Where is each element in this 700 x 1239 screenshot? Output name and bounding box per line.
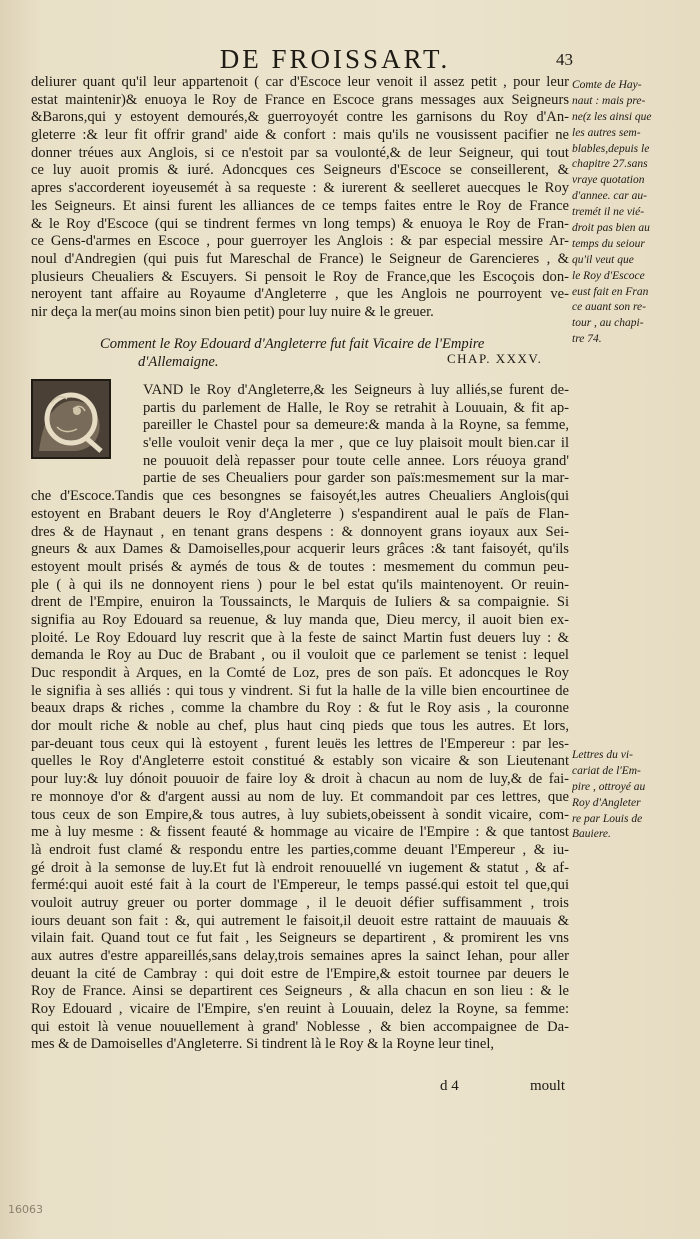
text-line: qui estoit là venue nouuellement à grand' Noblesse , & bien accompaignee de Da- (31, 1018, 569, 1035)
margin-note-line: chapitre 27.sans (572, 158, 648, 171)
margin-note-line: droit pas bien au (572, 222, 650, 235)
text-line: pareiller le Chastel pour sa demeure:& manda à la Royne, sa femme, (143, 417, 569, 434)
text-line: partie de ses Cheualiers pour garder son païs:mesmement sur la mar- (143, 470, 569, 487)
signature-mark: d 4 (440, 1078, 459, 1094)
text-line: demanda le Roy au Duc de Brabant , ou il vouloit que ce parlement se tenist : lequel (31, 647, 569, 664)
text-line: beaux draps & riches , comme la chambre du Roy : & fut le Roy asis , la couronne (31, 700, 569, 717)
margin-note-line: tremét il ne vié- (572, 206, 645, 219)
text-line: gleterre :& leur fit offrir grand' aide & confort : mais qu'ils ne vousissent pacifier ne (31, 127, 569, 144)
text-line: Roy Edouard , vicaire de l'Empire, s'en reuint à Louuain, delez la Royne, sa femme: (31, 1001, 569, 1018)
text-line: iours deuant son fait : &, qui autrement le faisoit,il deuoit estre rattaint de mauuais & (31, 912, 569, 929)
margin-note-line: Comte de Hay- (572, 79, 642, 91)
margin-note-2 (572, 748, 684, 843)
text-line: fermé:qui auoit esté fait à la court de l'Empereur, le temps passé.qui estoit tel que,qui (31, 877, 569, 894)
margin-note-line: pire , ottroyé au (572, 780, 646, 793)
chapter-heading-line-1: Comment le Roy Edouard d'Angleterre fut fait Vicaire de l'Empire (100, 336, 485, 352)
text-line: le signifia à ses alliés : qui tous y vindrent. Si fut la halle de la ville bien encourtinee de (31, 682, 569, 699)
text-line: tous ceux de son Empire,& tous autres, à luy subiets,obeissent à sondit vicaire, com- (31, 806, 569, 823)
margin-note-line: re par Louis de (572, 812, 643, 825)
text-line: ce Gens-d'armes en Escoce , pour guerroyer les Anglois : & par especial messire Ar- (31, 233, 569, 250)
text-line: estoyent moult prisés & aymés de tous & de toutes : mesmement du commun peu- (31, 558, 569, 575)
text-line: noul d'Andregien (qui puis fut Mareschal de France) le Seigneur de Garencieres , & (31, 250, 569, 267)
margin-note-line: le Roy d'Escoce (572, 269, 645, 282)
margin-note-line: qu'il veut que (572, 253, 634, 266)
margin-note-line: naut : mais pre- (572, 94, 646, 107)
text-line: signifia au Roy Edouard sa reuenue, & luy manda que, Dieu mercy, il auoit bien ex- (31, 611, 569, 628)
text-line: ploité. Le Roy Edouard luy rescrit que à la feste de sainct Martin fust deuers luy : & (31, 629, 569, 646)
text-line: nir deça la mer(au moins sinon bien petit) pour luy nuire & le greuer. (31, 303, 434, 320)
text-line: ce luy auoit promis & iuré. Adoncques ces Seigneurs d'Escoce se conseillerent, & (31, 162, 569, 179)
text-line: &Barons,qui y estoyent demourés,& guerroyoyét contre les garnisons du Roy d'An- (31, 109, 569, 126)
paragraph-1 (31, 74, 569, 322)
margin-note-line: tre 74. (572, 333, 602, 346)
text-line: neroyent tant affaire au Royaume d'Angleterre , que les Anglois ne pourroyent ve- (31, 286, 569, 303)
running-head: DE FROISSART. (219, 44, 451, 74)
chapter-number: CHAP. XXXV. (447, 351, 543, 366)
margin-note-line: blables,depuis le (572, 142, 650, 155)
margin-note-line: cariat de l'Em- (572, 764, 641, 777)
chapter-heading-line-2: d'Allemaigne. (138, 353, 219, 370)
shelfmark: 16063 (8, 1203, 43, 1216)
margin-note-line: Bauiere. (572, 828, 611, 841)
margin-note-line: Roy d'Angleter (572, 796, 641, 809)
text-line: VAND le Roy d'Angleterre,& les Seigneurs à luy alliés,se furent de- (143, 382, 569, 398)
margin-note-line: d'annee. car au- (572, 190, 647, 203)
text-line: Duc respondit à Arques, en la Comté de Loz, pres de son païs. Et adoncques le Roy (31, 665, 569, 681)
text-line: par-deuant tous ceux qui là estoyent , furent leuës les lettres de l'Empereur : par les- (31, 735, 569, 752)
text-line: Roy de France. Ainsi se departirent ces Seigneurs , & alla chacun en son lieu : & le (31, 983, 569, 1000)
text-line: apres s'accorderent ioyeusemét à sa requeste : & iurerent & seelleret auecques le Roy (31, 180, 569, 197)
paragraph-2 (31, 382, 569, 1054)
margin-note-line: ce auant son re- (572, 301, 646, 314)
text-line: & le Roy d'Escoce (qui se tindrent fermes vn long temps) & enuoya le Roy de Fran- (31, 215, 569, 232)
text-line: partis du parlement de Halle, le Roy se retrahit à Louuain, & fit ap- (143, 399, 569, 416)
text-line: dres & de Haynaut , en tenant grans despens : & donnoyent grans ioyaux aux Sei- (31, 523, 569, 540)
text-line: re monnoye d'or & d'argent aussi au nom de luy. Et commandoit par ces lettres, que (31, 788, 569, 805)
text-line: ple ( à qui ils ne donnoyent riens ) pour le bel estat qu'ils maintenoyent. Or reuin- (31, 576, 569, 593)
text-line: gneurs & aux Dames & Damoiselles,pour acquerir leurs grâces :& tant faisoyét, qu'ils (31, 541, 569, 558)
text-line: deliurer quant qu'il leur appartenoit ( car d'Escoce leur venoit il assez petit , pour leur (31, 74, 569, 90)
text-line: vouloit autruy greuer ou porter dommage , il le deuoit défier suffisamment , trois (31, 894, 569, 911)
text-line: deuant la cité de Cambray : qui doit estre de l'Empire,& estoit tournee par deuers le (31, 965, 569, 982)
margin-note-line: temps du seiour (572, 237, 645, 250)
text-line: che d'Escoce.Tandis que ces besongnes se faisoyét,les autres Cheualiers Anglois(qui (31, 488, 569, 505)
text-line: là endroit fust clamé & respondu entre les parties,comme deuant l'Empereur , & iu- (31, 841, 569, 858)
margin-note-line: eust fait en Fran (572, 285, 649, 298)
margin-note-1 (572, 78, 684, 348)
text-line: quelles le Roy d'Angleterre estoit constitué & estably son vicaire & son Lieutenant (31, 753, 569, 770)
text-line: dor moult riche & noble au chef, plus haut cinq pieds que tous les autres. Et lors, (31, 718, 569, 735)
margin-note-line: ne(z les ainsi que (572, 110, 652, 123)
margin-note-line: les autres sem- (572, 126, 641, 139)
folio-number: 43 (556, 50, 573, 69)
text-line: gé droit à la semonse de luy.Et fut là endroit renouuellé vn iugement & statut , & af- (31, 859, 569, 876)
text-line: pour luy:& luy dónoit pouuoir de faire loy & droit à chacun au nom de luy,& de fai- (31, 771, 569, 788)
text-line: mes & de Damoiselles d'Angleterre. Si tindrent là le Roy & la Royne leur tinel, (31, 1036, 495, 1053)
text-line: vilain fait. Quand tout ce fut fait , les Seigneurs se departirent , & promirent les vns (31, 930, 569, 947)
text-line: aux autres d'estre appareillés,sans delay,trois semaines apres la sainct Iehan, pour aller (31, 948, 569, 964)
text-line: les Seigneurs. Et ainsi furent les alliances de ce temps faites entre le Roy de France (31, 197, 569, 214)
catchword: moult (530, 1078, 566, 1094)
text-line: ne pouuoit delà repasser pour toute celle annee. Lors réuoya grand' (143, 452, 569, 469)
text-line: donner tréues aux Anglois, si ce n'estoit par sa voulonté,& de leur Seigneur, qui tout (31, 144, 569, 161)
text-line: drent de l'Empire, enuiron la Toussaincts, le Marquis de Iuliers & sa compaignie. Si (31, 594, 569, 611)
text-line: plusieurs Cheualiers & Escuyers. Si pensoit le Roy de France,que les Escoçois don- (31, 268, 569, 285)
text-line: estat maintenir)& enuoya le Roy de France en Escoce grans messages aux Seigneurs (31, 91, 569, 108)
margin-note-line: Lettres du vi- (572, 749, 633, 761)
text-line: me à luy mesme : & fissent feauté & hommage au vicaire de l'Empire : & que tantost (31, 824, 569, 841)
margin-note-line: tour , au chapi- (572, 317, 644, 330)
margin-note-line: vraye quotation (572, 174, 645, 187)
text-line: estoyent en Brabant deuers le Roy d'Angleterre ) s'espandirent aual le païs de Flan- (31, 505, 569, 522)
text-line: s'elle vouloit venir deça la mer , que ce luy plaisoit moult bien.car il (143, 435, 569, 452)
